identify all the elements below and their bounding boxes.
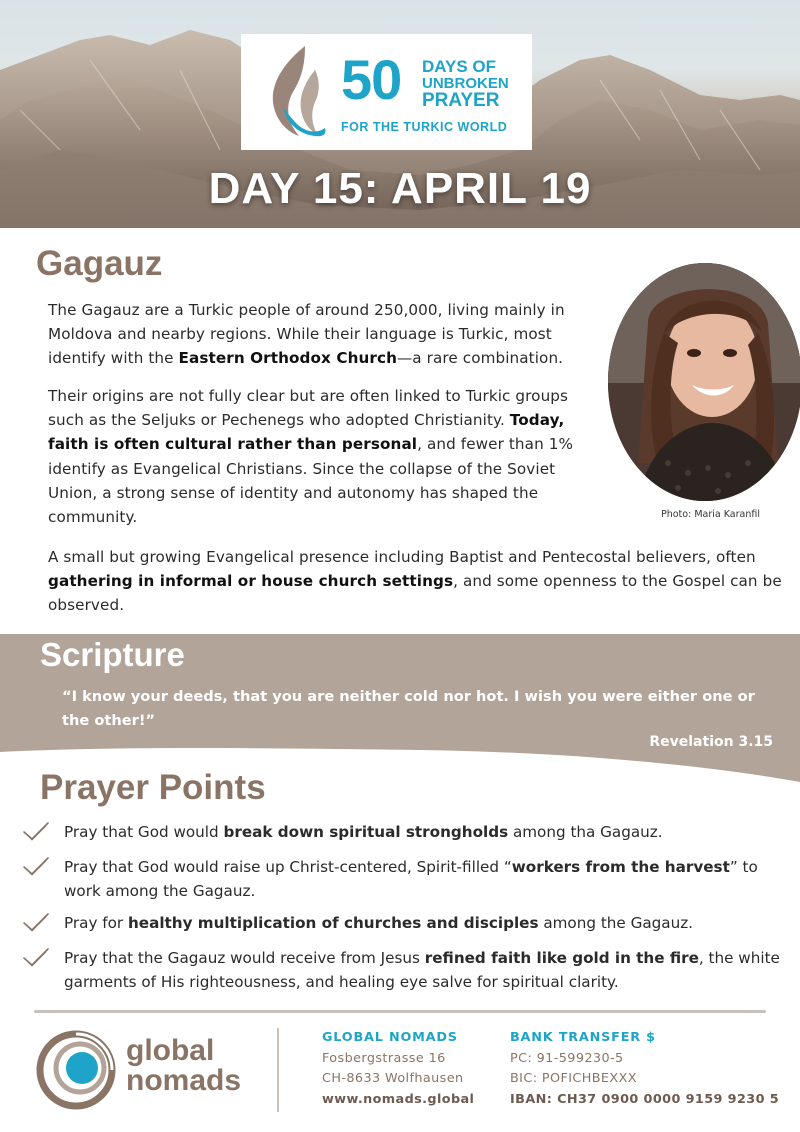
logo-subtitle: FOR THE TURKIC WORLD (341, 120, 508, 134)
org-contact (322, 1028, 474, 1110)
bank-heading: BANK TRANSFER $ (510, 1030, 656, 1045)
footer-divider (34, 1010, 766, 1013)
brand-name (126, 1036, 241, 1096)
prayer-point-text: Pray that God would break down spiritual strongholds among tha Gagauz. (64, 823, 663, 841)
prayer-point-text: Pray that God would raise up Christ-centered, Spirit-filled “workers from the harvest” to work among the Gagauz. (64, 858, 758, 901)
origins-paragraph: Their origins are not fully clear but are often linked to Turkic groups such as the Seljuks or Pechenegs who adopted Christianity. Today, faith is often cultural rather than personal, and fewer than 1% identify as Evangelical Christians. Since the collapse of the Soviet Union, a strong sense of identity and autonomy has shaped the community. (48, 387, 574, 527)
check-icon (22, 911, 50, 933)
day-title: DAY 15: APRIL 19 (208, 164, 592, 213)
logo-line-2: UNBROKEN (422, 75, 509, 92)
bank-bic: BIC: POFICHBEXXX (510, 1071, 637, 1086)
check-icon (22, 855, 50, 877)
bank-details (510, 1028, 779, 1110)
org-website-link[interactable]: www.nomads.global (322, 1091, 475, 1107)
scripture-heading: Scripture (40, 636, 185, 673)
portrait-photo (608, 263, 800, 501)
org-city: CH-8633 Wolfhausen (322, 1071, 464, 1086)
org-street: Fosbergstrasse 16 (322, 1050, 446, 1066)
logo-tagline (422, 58, 509, 109)
brand-line-1: global (126, 1034, 215, 1067)
evangelical-paragraph: A small but growing Evangelical presence including Baptist and Pentecostal believers, often gathering in informal or house church settings, and some openness to the Gospel can be observed. (48, 548, 782, 615)
prayer-point-text: Pray that the Gagauz would receive from Jesus refined faith like gold in the fire, the white garments of His righteousness, and healing eye salve for spiritual clarity. (64, 949, 780, 992)
intro-paragraph: The Gagauz are a Turkic people of around 250,000, living mainly in Moldova and nearby regions. While their language is Turkic, most identify with the Eastern Orthodox Church—a rare combination. (48, 301, 565, 368)
flame-icon (265, 42, 329, 140)
check-icon (22, 946, 50, 968)
scripture-reference: Revelation 3.15 (649, 734, 773, 750)
footer-separator (277, 1028, 279, 1112)
photo-credit: Photo: Maria Karanfil (661, 509, 760, 520)
logo-line-1: DAYS OF (422, 57, 497, 76)
bank-iban: IBAN: CH37 0900 0000 9159 9230 5 (510, 1091, 780, 1107)
header-banner (0, 0, 800, 228)
check-icon (22, 820, 50, 842)
bank-pc: PC: 91-599230-5 (510, 1050, 624, 1066)
global-nomads-logo-icon (36, 1030, 116, 1110)
org-heading: GLOBAL NOMADS (322, 1030, 458, 1045)
logo-number: 50 (341, 48, 402, 111)
scripture-quote: “I know your deeds, that you are neither cold nor hot. I wish you were either one or the other!” (62, 688, 755, 729)
brand-line-2: nomads (126, 1064, 242, 1097)
people-heading: Gagauz (36, 244, 163, 283)
prayer-heading: Prayer Points (40, 768, 266, 807)
campaign-logo (241, 34, 532, 150)
prayer-point-text: Pray for healthy multiplication of churches and disciples among the Gagauz. (64, 914, 694, 932)
logo-line-3: PRAYER (422, 90, 500, 111)
